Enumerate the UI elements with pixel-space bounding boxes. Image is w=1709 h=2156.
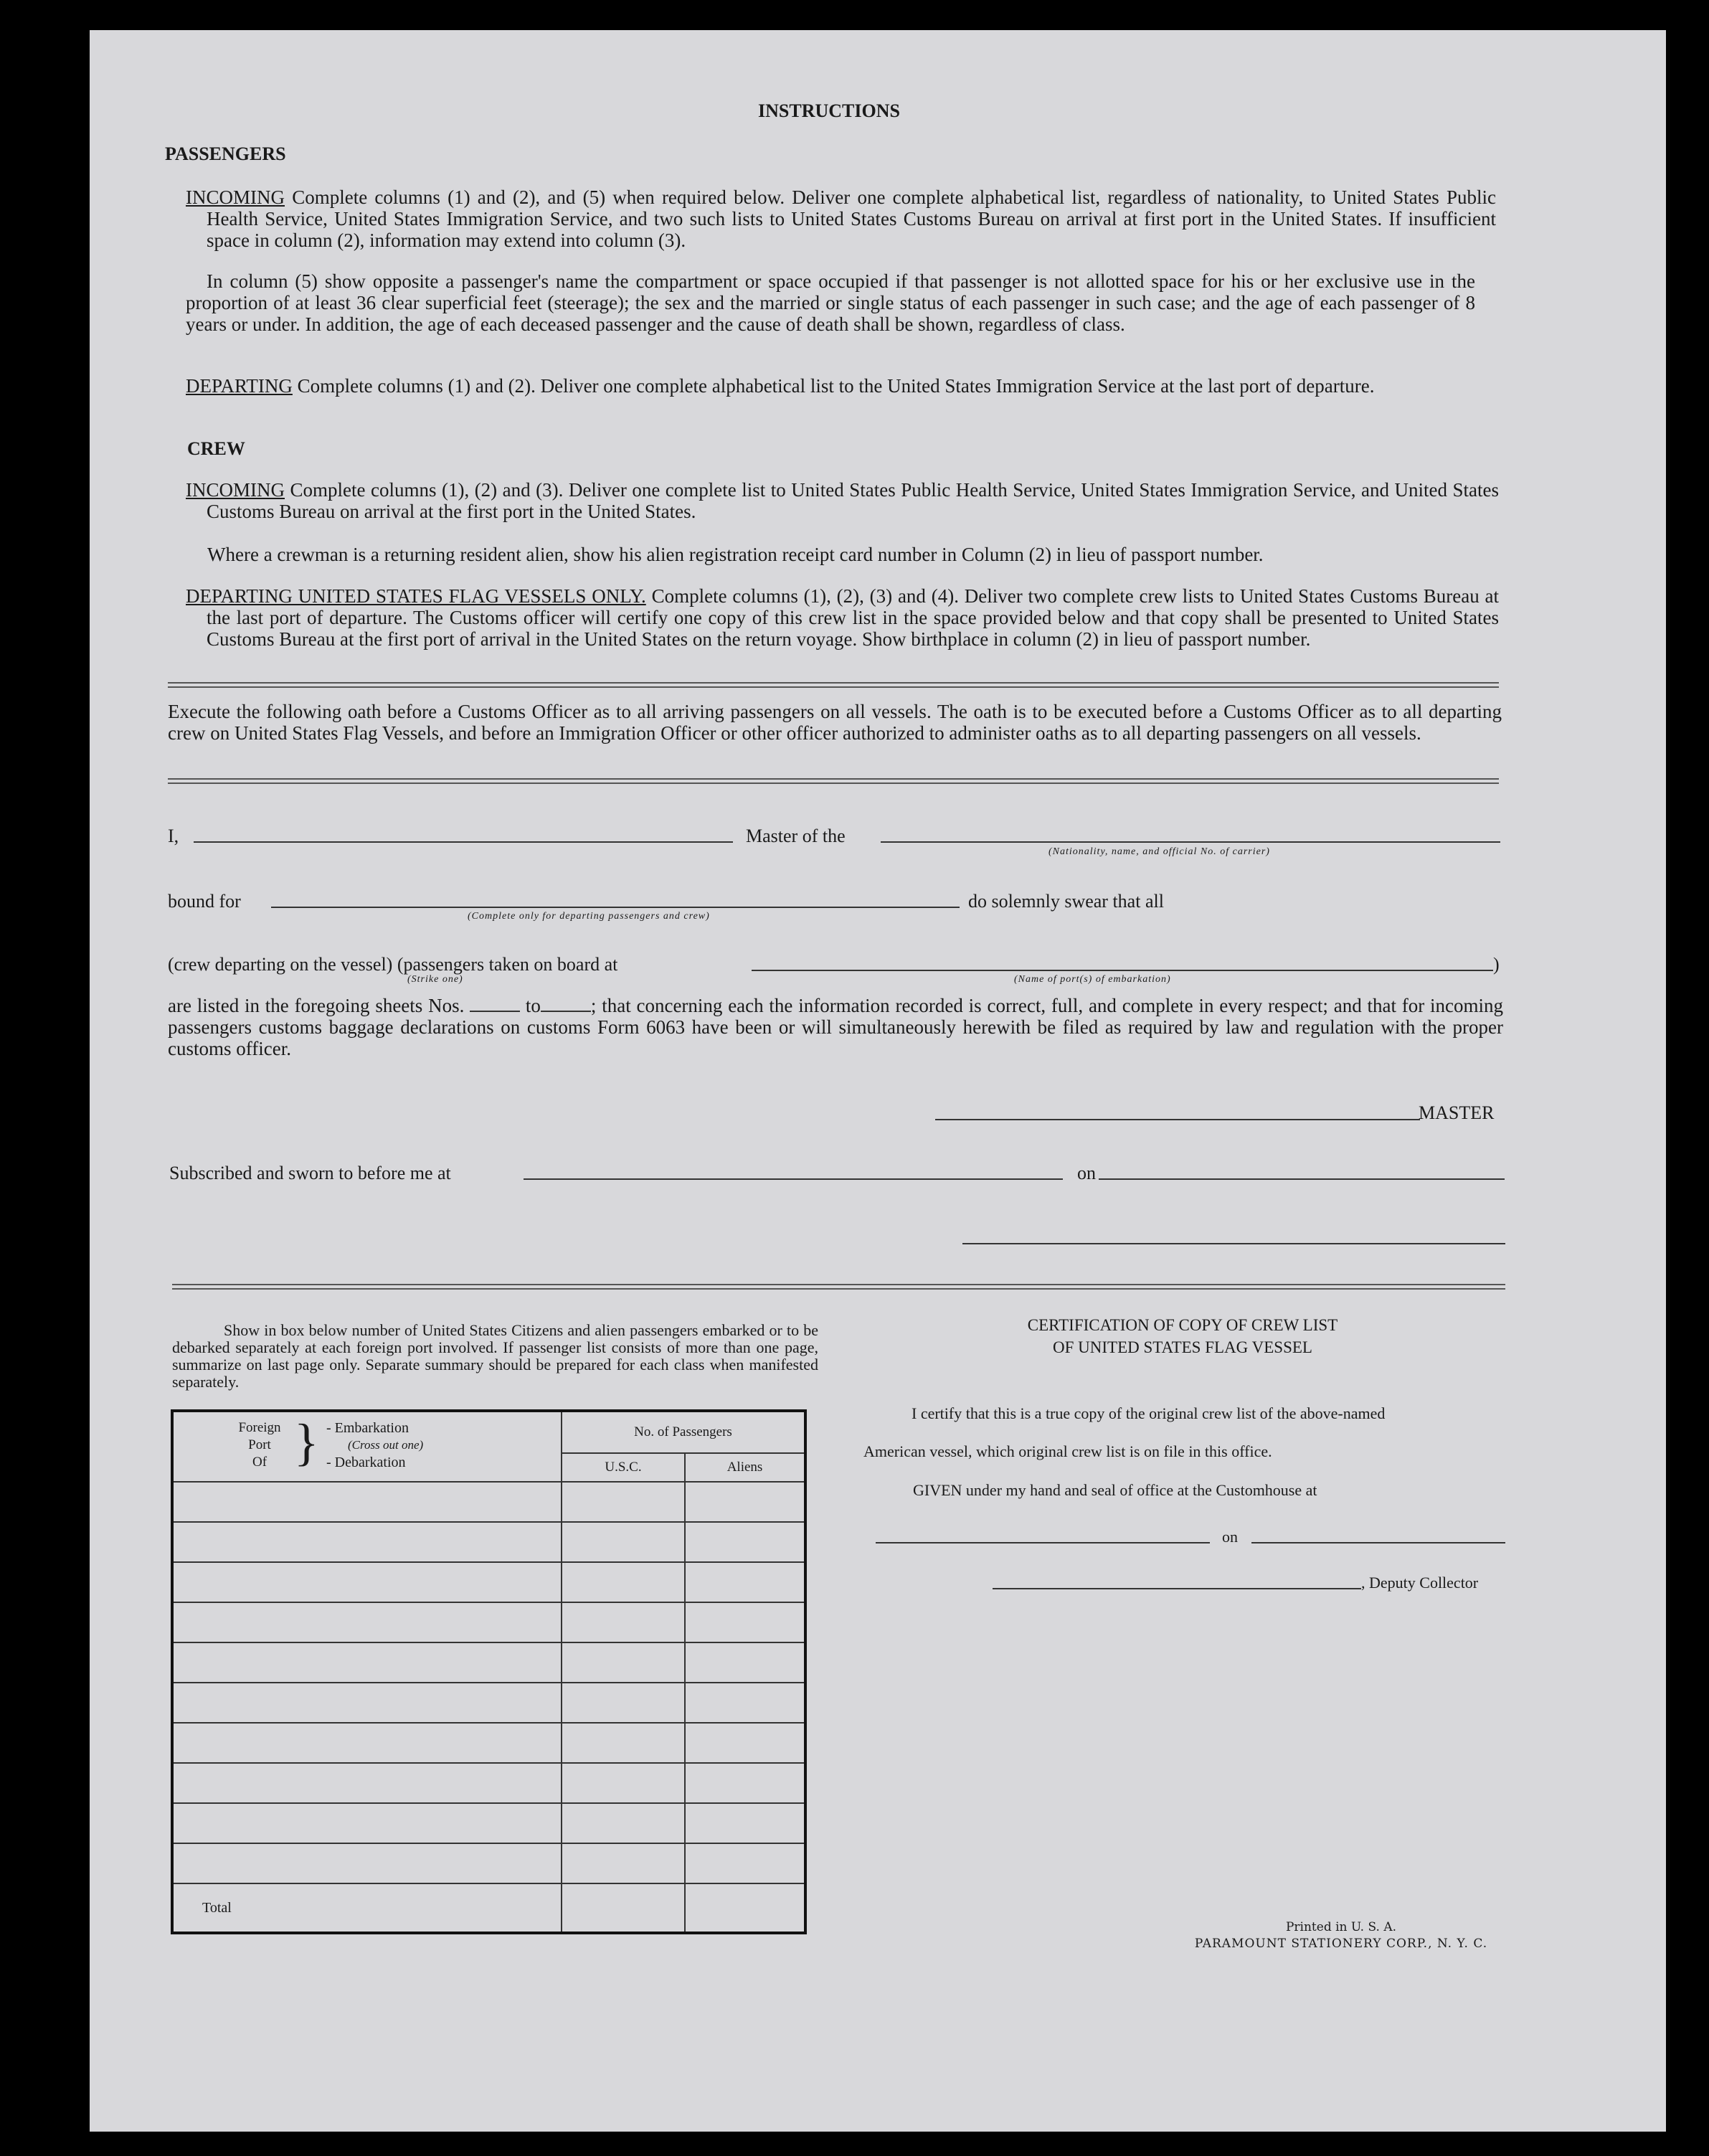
oath-statement — [168, 995, 1503, 1059]
strike-caption: (Strike one) — [407, 974, 463, 985]
no-passengers-header: No. of Passengers — [562, 1411, 805, 1453]
passengers-departing — [186, 375, 1496, 397]
deputy-signature-field[interactable] — [993, 1588, 1361, 1589]
summary-note: Show in box below number of United States Citizens and alien passengers embarked or to be debarked separately at each foreign port involved. If passenger list consists of more than one page, summarize on last page only. Separate summary should be prepared for each class when manifested separately. — [172, 1321, 818, 1391]
port-caption: (Name of port(s) of embarkation) — [1014, 974, 1171, 985]
printer-name: PARAMOUNT STATIONERY CORP., N. Y. C. — [1194, 1937, 1488, 1951]
foreign-port-header — [172, 1411, 562, 1482]
given-line: GIVEN under my hand and seal of office at the Customhouse at — [913, 1481, 1317, 1499]
printer-imprint — [1162, 1919, 1520, 1952]
crew-heading: CREW — [187, 438, 245, 459]
cert-title-1: CERTIFICATION OF COPY OF CREW LIST — [1027, 1316, 1338, 1334]
bound-for-field[interactable] — [271, 907, 960, 908]
crew-departing-text: (crew departing on the vessel) (passengers taken on board at — [168, 954, 618, 975]
total-label: Total — [172, 1883, 562, 1933]
divider — [172, 1284, 1505, 1290]
sworn-place-field[interactable] — [524, 1178, 1063, 1180]
table-row[interactable] — [172, 1562, 805, 1602]
to-text: to — [525, 995, 541, 1016]
table-row[interactable] — [172, 1522, 805, 1562]
deputy-collector-label: , Deputy Collector — [1361, 1574, 1479, 1592]
passengers-heading: PASSENGERS — [165, 143, 286, 164]
table-row[interactable] — [172, 1763, 805, 1803]
carrier-caption: (Nationality, name, and official No. of carrier) — [1048, 846, 1270, 857]
certify-line-1: I certify that this is a true copy of the original crew list of the above-named — [912, 1404, 1386, 1422]
table-row[interactable] — [172, 1843, 805, 1883]
cert-on-label: on — [1222, 1528, 1238, 1546]
oath-instructions: Execute the following oath before a Customs Officer as to all arriving passengers on all vessels. The oath is to be executed before a Customs Officer as to all departing crew on United States Flag Vessels, and before an Immigration Officer or other officer authorized to administer oaths as to all departing passengers on all vessels. — [168, 701, 1502, 744]
bound-caption: (Complete only for departing passengers and crew) — [468, 911, 710, 922]
passenger-summary-table — [171, 1409, 807, 1934]
cert-date-field[interactable] — [1251, 1542, 1505, 1543]
resident-alien-note: Where a crewman is a returning resident alien, show his alien registration receipt card number in Column (2) in lieu of passport number. — [207, 544, 1264, 565]
on-label: on — [1077, 1163, 1096, 1183]
divider — [168, 682, 1499, 688]
carrier-field[interactable] — [881, 841, 1500, 843]
printed-in: Printed in U. S. A. — [1285, 1920, 1397, 1934]
passengers-incoming — [186, 186, 1496, 251]
table-row[interactable] — [172, 1723, 805, 1763]
embark-debark-options[interactable]: - Embarkation (Cross out one) - Debarkation — [326, 1420, 424, 1470]
incoming-label: INCOMING — [186, 186, 285, 208]
divider — [168, 778, 1499, 784]
crew-incoming — [186, 479, 1499, 522]
total-row[interactable] — [172, 1883, 805, 1933]
departing-text: Complete columns (1) and (2). Deliver one complete alphabetical list to the United States Immigration Service at the last port of departure. — [292, 375, 1375, 397]
crew-departing — [186, 585, 1499, 650]
column5-instructions: In column (5) show opposite a passenger's name the compartment or space occupied if that passenger is not allotted space for his or her exclusive use in the proportion of at least 36 clear superficial feet (steerage); the sex and the married or single status of each passenger in such case; and the age of each passenger of 8 years or under. In addition, the age of each deceased passenger and the cause of death shall be shown, regardless of class. — [186, 270, 1475, 335]
crew-departing-text: Complete columns (1), (2), (3) and (4). Deliver two complete crew lists to United States Customs Bureau at the last port of departure. The Customs officer will certify one copy of this crew list in the space provided below and that copy shall be presented to United States Customs Bureau at the first port of arrival in the United States on the return voyage. Show birthplace in column (2) in lieu of passport number. — [207, 585, 1499, 650]
embarkation-port-field[interactable] — [752, 970, 1493, 971]
master-of-label: Master of the — [746, 826, 846, 846]
incoming-text: Complete columns (1) and (2), and (5) when required below. Deliver one complete alphabetical list, regardless of nationality, to United States Public Health Service, United States Immigration Service, and two such lists to United States Customs Bureau on arrival at first port in the United States. If insufficient space in column (2), information may extend into column (3). — [207, 186, 1496, 251]
certification-title — [896, 1314, 1469, 1358]
sheet-from-field[interactable] — [470, 1011, 520, 1012]
master-name-field[interactable] — [194, 841, 733, 843]
sworn-date-field[interactable] — [1099, 1178, 1505, 1180]
oath-i: I, — [168, 826, 179, 846]
listed-text-2: ; that concerning each the information recorded is correct, full, and complete in every respect; and that for incoming passengers customs baggage declarations on customs Form 6063 have been or will simultaneously herewith be filed as required by law and regulation with the proper customs officer. — [168, 995, 1503, 1059]
table-row[interactable] — [172, 1482, 805, 1522]
foreign-port-label: Foreign Port Of — [238, 1420, 281, 1470]
usc-header: U.S.C. — [562, 1453, 685, 1482]
crew-incoming-label: INCOMING — [186, 479, 285, 501]
cert-title-2: OF UNITED STATES FLAG VESSEL — [1053, 1338, 1312, 1356]
master-label: MASTER — [1419, 1102, 1495, 1123]
certify-line-2: American vessel, which original crew list is on file in this office. — [863, 1442, 1272, 1460]
subscribed-label: Subscribed and sworn to before me at — [169, 1163, 451, 1183]
sheet-to-field[interactable] — [541, 1011, 591, 1012]
customhouse-field[interactable] — [876, 1542, 1210, 1543]
table-row[interactable] — [172, 1803, 805, 1843]
crew-departing-label: DEPARTING UNITED STATES FLAG VESSELS ONLY. — [186, 585, 646, 607]
listed-text: are listed in the foregoing sheets Nos. — [168, 995, 465, 1016]
close-paren: ) — [1493, 954, 1500, 975]
table-row[interactable] — [172, 1683, 805, 1723]
table-row[interactable] — [172, 1642, 805, 1683]
officer-signature-field[interactable] — [962, 1243, 1505, 1244]
instructions-title: INSTRUCTIONS — [758, 100, 900, 121]
aliens-header: Aliens — [685, 1453, 805, 1482]
departing-label: DEPARTING — [186, 375, 293, 397]
crew-incoming-text: Complete columns (1), (2) and (3). Deliver one complete list to United States Public Health Service, United States Immigration Service, and United States Customs Bureau on arrival at the first port in the United States. — [207, 479, 1499, 522]
brace-icon: } — [294, 1414, 319, 1471]
swear-text: do solemnly swear that all — [968, 891, 1164, 912]
master-signature-field[interactable] — [935, 1119, 1420, 1120]
bound-for-label: bound for — [168, 891, 241, 912]
table-row[interactable] — [172, 1602, 805, 1642]
